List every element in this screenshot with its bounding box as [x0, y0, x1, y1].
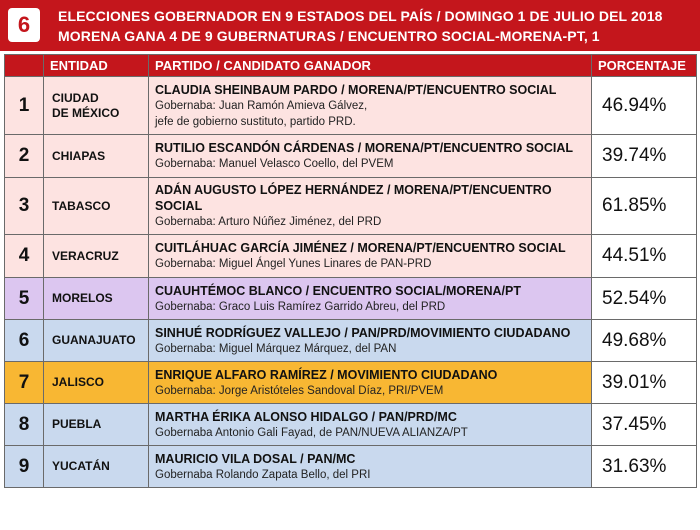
row-entity: GUANAJUATO: [44, 320, 149, 362]
table-row: [5, 362, 697, 404]
row-percentage: 39.74%: [592, 135, 697, 178]
row-percentage: 39.01%: [592, 362, 697, 404]
header-entity: ENTIDAD: [44, 55, 149, 77]
banner-subtitle: MORENA GANA 4 DE 9 GUBERNATURAS / ENCUENTRO SOCIAL-MORENA-PT, 1: [58, 28, 600, 44]
candidate-name: RUTILIO ESCANDÓN CÁRDENAS / MORENA/PT/ENCUENTRO SOCIAL: [155, 141, 574, 155]
row-candidate: [149, 178, 592, 235]
entity-line-2: DE MÉXICO: [52, 105, 120, 120]
header-number: [5, 55, 44, 77]
row-candidate: [149, 446, 592, 488]
row-candidate: [149, 320, 592, 362]
previous-governor: Gobernaba Rolando Zapata Bello, del PRI: [155, 468, 371, 481]
candidate-name: ENRIQUE ALFARO RAMÍREZ / MOVIMIENTO CIUDADANO: [155, 367, 498, 382]
previous-governor: Gobernaba: Jorge Aristóteles Sandoval Díaz, PRI/PVEM: [155, 384, 444, 397]
row-entity: YUCATÁN: [44, 446, 149, 488]
row-percentage: 46.94%: [592, 77, 697, 135]
row-number: 2: [5, 135, 44, 178]
previous-governor: Gobernaba: Miguel Ángel Yunes Linares de PAN-PRD: [155, 258, 432, 270]
table-row: [5, 404, 697, 446]
row-percentage: 49.68%: [592, 320, 697, 362]
header-candidate: PARTIDO / CANDIDATO GANADOR: [149, 55, 592, 77]
table-row: [5, 135, 697, 178]
title-banner: [0, 0, 700, 51]
row-entity: JALISCO: [44, 362, 149, 404]
row-candidate: [149, 362, 592, 404]
row-number: 8: [5, 404, 44, 446]
row-number: 3: [5, 178, 44, 235]
candidate-name: MARTHA ÉRIKA ALONSO HIDALGO / PAN/PRD/MC: [155, 409, 457, 424]
previous-governor: Gobernaba: Graco Luis Ramírez Garrido Abreu, del PRD: [155, 300, 446, 313]
row-percentage: 61.85%: [592, 178, 697, 235]
previous-governor: Gobernaba: Manuel Velasco Coello, del PVEM: [155, 158, 394, 170]
row-candidate: [149, 235, 592, 278]
row-number: 7: [5, 362, 44, 404]
candidate-name: CUITLÁHUAC GARCÍA JIMÉNEZ / MORENA/PT/ENCUENTRO SOCIAL: [155, 241, 566, 255]
row-number: 1: [5, 77, 44, 135]
row-candidate: [149, 135, 592, 178]
row-candidate: [149, 77, 592, 135]
candidate-name: ADÁN AUGUSTO LÓPEZ HERNÁNDEZ / MORENA/PT/ENCUENTRO SOCIAL: [155, 183, 552, 213]
row-candidate: [149, 278, 592, 320]
row-number: 4: [5, 235, 44, 278]
candidate-name: SINHUÉ RODRÍGUEZ VALLEJO / PAN/PRD/MOVIMIENTO CIUDADANO: [155, 325, 571, 340]
entity-line-1: CIUDAD: [52, 90, 99, 105]
row-percentage: 31.63%: [592, 446, 697, 488]
table-row: [5, 446, 697, 488]
previous-governor: Gobernaba Antonio Gali Fayad, de PAN/NUEVA ALIANZA/PT: [155, 426, 468, 439]
row-percentage: 52.54%: [592, 278, 697, 320]
previous-governor: Gobernaba: Arturo Núñez Jiménez, del PRD: [155, 216, 382, 228]
table-header-row: [5, 55, 697, 77]
row-number: 6: [5, 320, 44, 362]
candidate-name: CUAUHTÉMOC BLANCO / ENCUENTRO SOCIAL/MORENA/PT: [155, 283, 521, 298]
row-entity: TABASCO: [44, 178, 149, 235]
row-entity: CHIAPAS: [44, 135, 149, 178]
previous-governor: Gobernaba: Juan Ramón Amieva Gálvez,: [155, 99, 368, 112]
row-candidate: [149, 404, 592, 446]
candidate-name: MAURICIO VILA DOSAL / PAN/MC: [155, 451, 356, 466]
previous-governor-detail: jefe de gobierno sustituto, partido PRD.: [155, 115, 356, 128]
row-entity: MORELOS: [44, 278, 149, 320]
table-row: [5, 178, 697, 235]
page-number-badge: 6: [8, 8, 40, 42]
row-number: 9: [5, 446, 44, 488]
table-row: [5, 77, 697, 135]
row-percentage: 44.51%: [592, 235, 697, 278]
table-row: [5, 235, 697, 278]
table-row: [5, 320, 697, 362]
row-entity: VERACRUZ: [44, 235, 149, 278]
row-entity: PUEBLA: [44, 404, 149, 446]
results-table: [4, 54, 697, 488]
row-entity: [44, 77, 149, 135]
header-percentage: PORCENTAJE: [592, 55, 697, 77]
row-percentage: 37.45%: [592, 404, 697, 446]
row-number: 5: [5, 278, 44, 320]
banner-title: ELECCIONES GOBERNADOR EN 9 ESTADOS DEL PAÍS / DOMINGO 1 DE JULIO DEL 2018: [58, 8, 663, 24]
table-row: [5, 278, 697, 320]
candidate-name: CLAUDIA SHEINBAUM PARDO / MORENA/PT/ENCUENTRO SOCIAL: [155, 82, 557, 97]
previous-governor: Gobernaba: Miguel Márquez Márquez, del PAN: [155, 342, 397, 355]
